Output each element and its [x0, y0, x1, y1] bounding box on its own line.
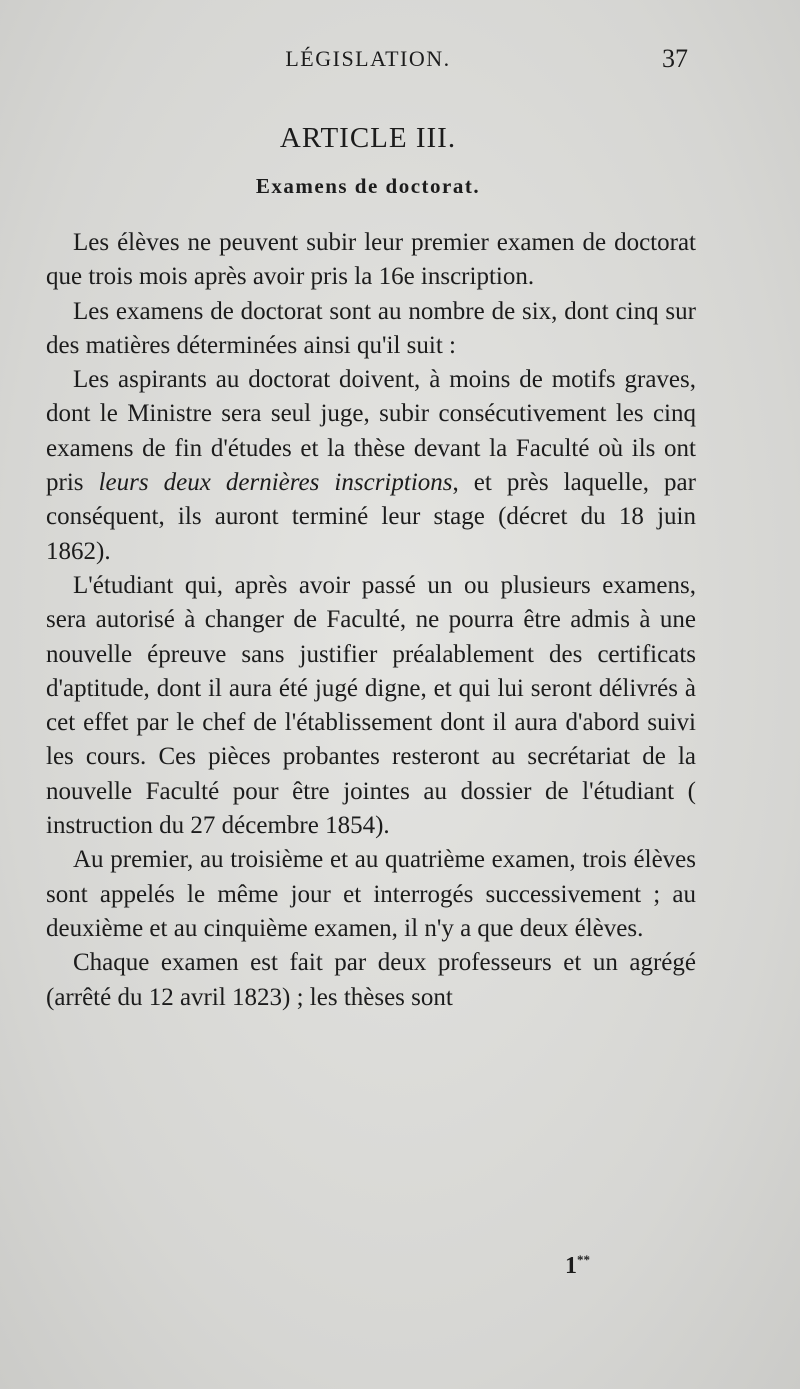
paragraph-3-italic: leurs deux dernières inscriptions: [98, 469, 453, 497]
paragraph-3-end: , et près laquelle, par conséquent, ils auront terminé leur stage (décret du 18 juin 1862).: [46, 469, 696, 565]
running-title: LÉGISLATION.: [285, 46, 451, 71]
article-title: ARTICLE III.: [279, 122, 457, 154]
paragraph-4: L'étudiant qui, après avoir passé un ou plusieurs examens, sera autorisé à changer de Faculté, ne pourra être admis à une nouvelle épreuve sans justifier préalablement des certificats d'aptitude, dont il aura été jugé digne, et qui lui seront délivrés à cet effet par le chef de l'établissement dont il aura d'abord suivi les cours. Ces pièces probantes resteront au secrétariat de la nouvelle Faculté pour être jointes au dossier de l'étudiant ( instruction du 27 décembre 1854).: [46, 571, 696, 840]
paragraph-5: Au premier, au troisième et au quatrième examen, trois élèves sont appelés le même jour et interrogés successivement ; au deuxième et au cinquième examen, il n'y a que deux élèves.: [46, 846, 696, 942]
section-title: Examens de doctorat.: [255, 174, 481, 198]
page-number: 37: [662, 44, 688, 73]
signature-mark: [565, 1252, 590, 1280]
signature-number: 1: [565, 1253, 577, 1279]
paragraph-3: [46, 363, 696, 569]
body-text: [46, 226, 696, 1015]
paragraph-3-start: Les aspirants au doctorat doivent, à moins de motifs graves, dont le Ministre sera seul juge, subir consécutivement les cinq examens de fin d'études et la thèse devant la Faculté où ils ont pris: [46, 366, 696, 497]
signature-stars: **: [577, 1252, 590, 1267]
running-head: [48, 46, 688, 76]
paragraph-1: Les élèves ne peuvent subir leur premier examen de doctorat que trois mois après avoir pris la 16e inscription.: [46, 229, 696, 291]
paragraph-6: Chaque examen est fait par deux professeurs et un agrégé (arrêté du 12 avril 1823) ; les thèses sont: [46, 949, 696, 1011]
paragraph-2: Les examens de doctorat sont au nombre de six, dont cinq sur des matières déterminées ainsi qu'il suit :: [46, 297, 696, 359]
